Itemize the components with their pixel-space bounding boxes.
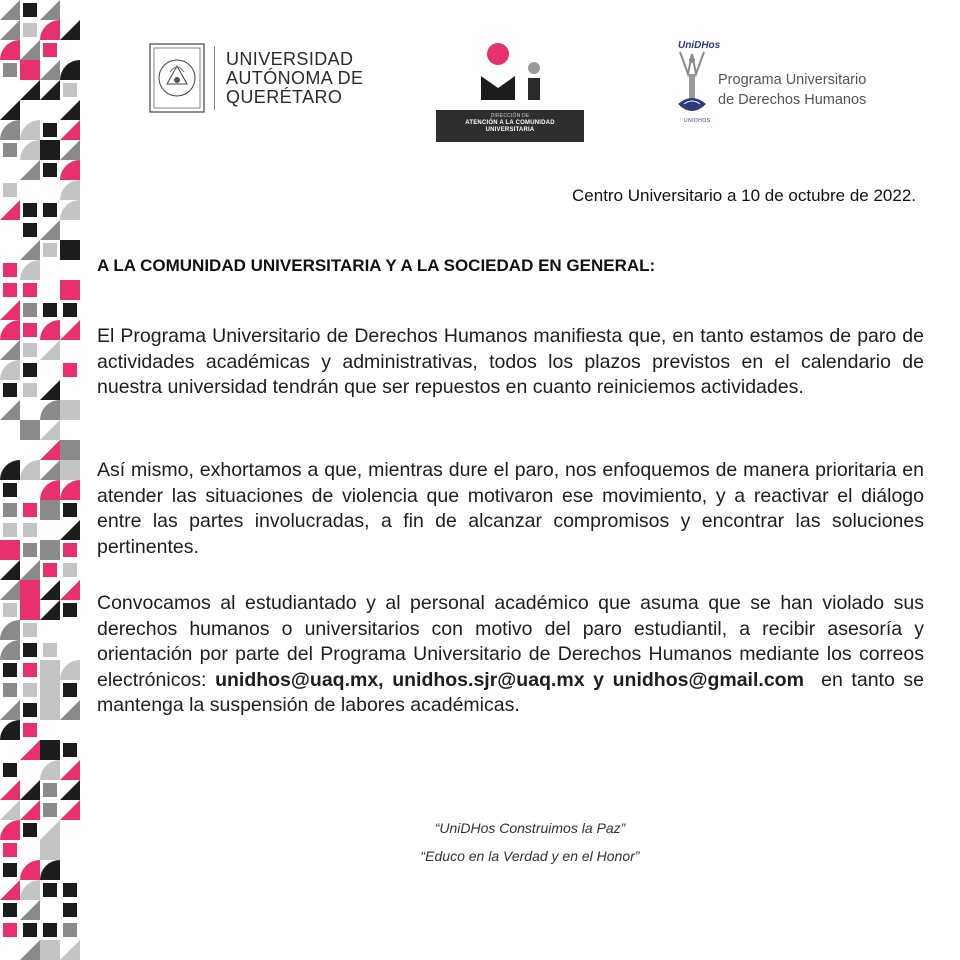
pattern-shape <box>40 220 60 240</box>
pattern-shape <box>23 343 37 357</box>
paragraph-text: en tanto se mantenga la suspensión de labores académicas. <box>97 668 930 716</box>
side-geometric-pattern <box>0 0 82 960</box>
pattern-shape <box>3 763 17 777</box>
paragraph: El Programa Universitario de Derechos Humanos manifiesta que, en tanto estamos de paro de actividades académicas y administrativas, todos los plazos previstos en el calendario de nuestra universidad tendrán que ser repuestos en cuanto reiniciemos actividades. <box>97 325 924 398</box>
pattern-shape <box>40 680 60 700</box>
pattern-shape <box>40 860 60 880</box>
pattern-shape <box>63 883 77 897</box>
paragraph-text: Convocamos al estudiantado y al personal académico que asuma que se han violado sus derechos humanos o universitarios con motivo del paro estudiantil, a recibir asesoría y orientación por parte del Programa Universitario de Derechos Humanos mediante los correos electrónicos: <box>97 592 924 691</box>
pattern-shape <box>43 563 57 577</box>
pattern-shape <box>3 663 17 677</box>
pattern-shape <box>0 720 20 740</box>
pattern-shape <box>0 540 20 560</box>
pattern-shape <box>3 683 17 697</box>
pattern-shape <box>23 23 37 37</box>
pattern-shape <box>60 180 80 200</box>
paragraph <box>97 591 930 719</box>
pattern-shape <box>63 683 77 697</box>
pattern-shape <box>0 200 20 220</box>
pattern-shape <box>40 460 60 480</box>
pattern-shape <box>3 183 17 197</box>
pattern-shape <box>0 880 20 900</box>
pattern-shape <box>60 800 80 820</box>
unidhos-program-line2: de Derechos Humanos <box>718 92 867 108</box>
pattern-shape <box>20 120 40 140</box>
dac-emblem-icon <box>436 40 584 110</box>
pattern-shape <box>40 340 60 360</box>
pattern-shape <box>63 923 77 937</box>
pattern-shape <box>40 60 60 80</box>
pattern-shape <box>43 783 57 797</box>
pattern-shape <box>20 460 40 480</box>
slogan: “UniDHos Construimos la Paz” <box>434 820 626 836</box>
dac-label-line2: UNIVERSITARIA <box>485 127 535 133</box>
pattern-shape <box>0 800 20 820</box>
pattern-shape <box>43 163 57 177</box>
pattern-shape <box>0 20 20 40</box>
pattern-shape <box>60 480 80 500</box>
pattern-shape <box>0 120 20 140</box>
pattern-shape <box>23 623 37 637</box>
pattern-shape <box>60 200 80 220</box>
pattern-shape <box>63 503 77 517</box>
pattern-shape <box>60 440 80 460</box>
pattern-shape <box>23 323 37 337</box>
dac-label-small: DIRECCIÓN DE <box>490 113 530 119</box>
email-addresses: unidhos@uaq.mx, unidhos.sjr@uaq.mx y unidhos@gmail.com <box>215 668 804 691</box>
pattern-shape <box>60 520 80 540</box>
pattern-shape <box>3 383 17 397</box>
pattern-shape <box>63 363 77 377</box>
pattern-shape <box>23 203 37 217</box>
pattern-shape <box>23 303 37 317</box>
pattern-shape <box>40 420 60 440</box>
pattern-shape <box>3 143 17 157</box>
pattern-shape <box>40 440 60 460</box>
pattern-shape <box>40 0 60 20</box>
pattern-shape <box>23 683 37 697</box>
pattern-shape <box>40 840 60 860</box>
pattern-shape <box>3 523 17 537</box>
pattern-shape <box>3 843 17 857</box>
pattern-shape <box>0 780 20 800</box>
pattern-shape <box>3 263 17 277</box>
pattern-shape <box>40 380 60 400</box>
pattern-shape <box>40 660 60 680</box>
pattern-shape <box>23 503 37 517</box>
dac-logo <box>436 40 584 142</box>
pattern-shape <box>0 700 20 720</box>
pattern-shape <box>43 923 57 937</box>
date-line: Centro Universitario a 10 de octubre de 2022. <box>572 186 916 205</box>
pattern-shape <box>0 560 20 580</box>
slogans <box>330 820 730 876</box>
pattern-shape <box>20 40 40 60</box>
pattern-shape <box>3 903 17 917</box>
pattern-shape <box>3 483 17 497</box>
pattern-shape <box>20 860 40 880</box>
pattern-shape <box>63 563 77 577</box>
pattern-shape <box>40 740 60 760</box>
pattern-shape <box>60 460 80 480</box>
dac-label-line1: ATENCIÓN A LA COMUNIDAD <box>465 120 555 126</box>
unidhos-program-line1: Programa Universitario <box>718 72 867 88</box>
pattern-shape <box>0 340 20 360</box>
pattern-shape <box>40 320 60 340</box>
pattern-shape <box>23 223 37 237</box>
pattern-shape <box>63 903 77 917</box>
pattern-shape <box>20 260 40 280</box>
unidhos-logo <box>670 40 900 130</box>
pattern-shape <box>40 580 60 600</box>
pattern-shape <box>0 320 20 340</box>
pattern-shape <box>3 503 17 517</box>
pattern-shape <box>60 240 80 260</box>
uaq-name-line: QUERÉTARO <box>226 87 343 107</box>
pattern-shape <box>0 300 20 320</box>
pattern-shape <box>23 363 37 377</box>
pattern-shape <box>20 940 40 960</box>
pattern-shape <box>0 460 20 480</box>
uaq-name-line: AUTÓNOMA DE <box>226 68 364 88</box>
pattern-shape <box>0 580 20 600</box>
pattern-shape <box>60 160 80 180</box>
pattern-shape <box>23 383 37 397</box>
salutation: A LA COMUNIDAD UNIVERSITARIA Y A LA SOCIEDAD EN GENERAL: <box>97 256 656 275</box>
pattern-shape <box>3 63 17 77</box>
pattern-shape <box>0 0 20 20</box>
pattern-shape <box>60 140 80 160</box>
pattern-shape <box>60 60 80 80</box>
pattern-shape <box>40 700 60 720</box>
pattern-shape <box>20 140 40 160</box>
paragraph: Así mismo, exhortamos a que, mientras dure el paro, nos enfoquemos de manera prioritaria en atender las situaciones de violencia que motivaron ese movimiento, y a reactivar el diálogo entre las partes involucradas, a fin de alcanzar compromisos y encontrar las soluciones pertinentes. <box>97 459 924 558</box>
unidhos-figure-icon <box>670 48 714 126</box>
pattern-shape <box>43 123 57 137</box>
pattern-shape <box>60 700 80 720</box>
pattern-shape <box>43 243 57 257</box>
pattern-shape <box>3 923 17 937</box>
pattern-shape <box>3 283 17 297</box>
unidhos-tag: UniDHos <box>678 40 721 51</box>
pattern-shape <box>40 540 60 560</box>
pattern-shape <box>20 780 40 800</box>
pattern-shape <box>23 663 37 677</box>
uaq-logo <box>148 40 373 120</box>
pattern-shape <box>0 820 20 840</box>
pattern-shape <box>23 643 37 657</box>
pattern-shape <box>43 203 57 217</box>
pattern-shape <box>63 743 77 757</box>
pattern-shape <box>40 820 60 840</box>
pattern-shape <box>20 80 40 100</box>
pattern-shape <box>60 280 80 300</box>
pattern-shape <box>43 803 57 817</box>
pattern-shape <box>60 400 80 420</box>
pattern-shape <box>63 303 77 317</box>
pattern-shape <box>43 303 57 317</box>
pattern-shape <box>40 20 60 40</box>
pattern-shape <box>20 160 40 180</box>
pattern-shape <box>20 420 40 440</box>
pattern-shape <box>60 120 80 140</box>
pattern-shape <box>40 480 60 500</box>
pattern-shape <box>60 100 80 120</box>
pattern-shape <box>23 923 37 937</box>
pattern-shape <box>60 580 80 600</box>
pattern-shape <box>23 723 37 737</box>
pattern-shape <box>20 600 40 620</box>
pattern-shape <box>40 140 60 160</box>
pattern-shape <box>40 600 60 620</box>
pattern-shape <box>0 100 20 120</box>
pattern-shape <box>0 640 20 660</box>
pattern-shape <box>40 760 60 780</box>
slogan: “Educo en la Verdad y en el Honor” <box>420 848 640 864</box>
pattern-shape <box>23 703 37 717</box>
pattern-shape <box>40 940 60 960</box>
pattern-shape <box>20 60 40 80</box>
pattern-shape <box>23 523 37 537</box>
pattern-shape <box>0 620 20 640</box>
pattern-shape <box>60 660 80 680</box>
pattern-shape <box>60 780 80 800</box>
uaq-name-line: UNIVERSIDAD <box>226 49 354 69</box>
pattern-shape <box>0 400 20 420</box>
pattern-shape <box>20 880 40 900</box>
pattern-shape <box>40 500 60 520</box>
pattern-shape <box>3 603 17 617</box>
pattern-shape <box>20 240 40 260</box>
pattern-shape <box>20 580 40 600</box>
pattern-shape <box>40 80 60 100</box>
pattern-shape <box>43 43 57 57</box>
pattern-shape <box>63 603 77 617</box>
pattern-shape <box>60 940 80 960</box>
pattern-shape <box>20 740 40 760</box>
pattern-shape <box>23 283 37 297</box>
pattern-shape <box>60 20 80 40</box>
pattern-shape <box>60 320 80 340</box>
pattern-shape <box>40 400 60 420</box>
pattern-shape <box>0 40 20 60</box>
pattern-shape <box>43 643 57 657</box>
pattern-shape <box>23 823 37 837</box>
pattern-shape <box>43 883 57 897</box>
pattern-shape <box>23 543 37 557</box>
university-seal-icon <box>148 42 206 114</box>
pattern-shape <box>20 900 40 920</box>
pattern-shape <box>63 543 77 557</box>
pattern-shape <box>20 800 40 820</box>
unidhos-sub: UNIDHOS <box>684 118 711 124</box>
pattern-shape <box>23 3 37 17</box>
pattern-shape <box>60 760 80 780</box>
pattern-shape <box>20 560 40 580</box>
pattern-shape <box>0 360 20 380</box>
pattern-shape <box>3 863 17 877</box>
pattern-shape <box>63 83 77 97</box>
